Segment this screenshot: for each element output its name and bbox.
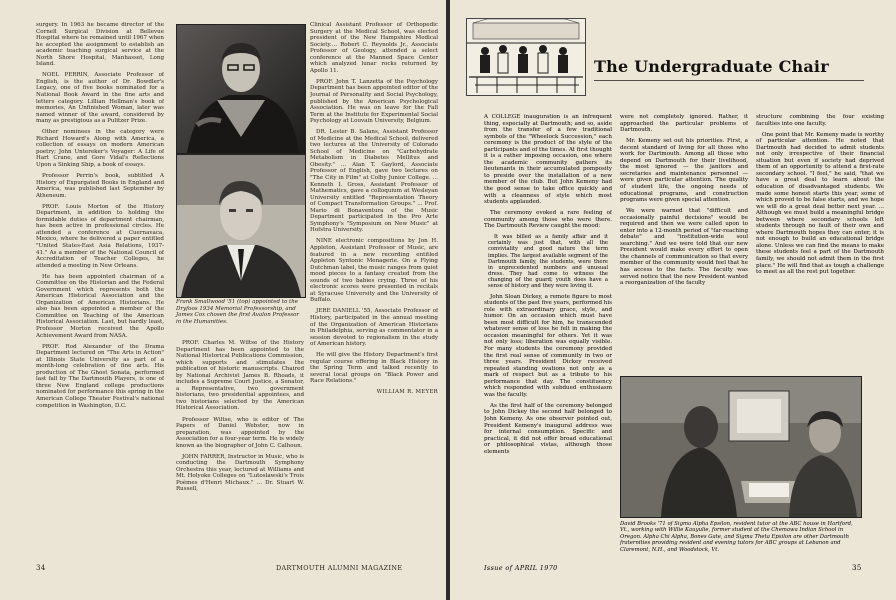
right-col2 [620,114,748,374]
right-col2-para: We were warned that "difficult and occasionally painful decisions" would be required and then we were called upon to enter into a 12-month period of "far-reaching debate" and "institution-wide soul searching." And we were told that our new President would make every effort to open the channels of communication so that every member of the community would feel that he has access to the facts. The faculty was served notice that the new President wanted a reorganization of the faculty [620,208,748,287]
left-col3-para: He will give the History Department's first regular course offering in Black History in the Spring Term and talked recently to several local groups on "Black Power and Race Relations." [310,352,438,385]
review-quote: It was billed as a family affair and it certainly was just that, with all the conviviality and good nature the term implies. The largest available segment of the Dartmouth family, the students, were there in unprecedented numbers and unusual dress. They had come to witness the changing of the guard; youth does have a sense of history and they were loving it. [488,234,608,290]
left-col2-para: PROF. Charles M. Wiltse of the History Department has been appointed to the National Historical Publications Commission, which supports and stimulates the publication of historic manuscripts. Chaired by National Archivist James B. Rhoads, it includes a Supreme Court Justice, a Senator, a Representative, two government historians, two presidential appointees, and two historians selected by the American Historical Association. [176,340,304,412]
title-rule [594,80,864,81]
left-col1 [36,22,164,562]
left-col1-para: surgery. In 1963 he became director of the Cornell Surgical Division at Bellevue Hospital where he remained until 1967 when he accepted the assignment to establish an academic teaching surgical service at the North Shore Hospital, Manhasset, Long Island. [36,22,164,68]
left-col3 [310,22,438,562]
page-number-left: 34 [36,564,46,572]
photo-frank-smallwood [176,24,306,154]
right-col1 [484,114,612,560]
right-col1-para: A COLLEGE inauguration is an infrequent thing, especially at Dartmouth; and so, aside from the transfer of a few traditional symbols of the "Wheelock Succession," each ceremony is the product of the style of the participants and of the times. At first thought it is a rather imposing occasion, one where the academic community gathers its lieutenants in their accumulated pomposity to preside over the installation of a new member of the club. But John Kemeny had the good sense to take office quickly and with a cleanness of style which most students applauded. [484,114,612,206]
right-col2-para: Mr. Kemeny set out his priorities. First, a decent standard of living for all those who work for Dartmouth. Among all those who depend on Dartmouth for their livelihood, the most ignored — the janitors and secretaries and maintenance personnel — were given particular attention. The quality of student life, the ongoing needs of educational programs, and construction programs were given special attention. [620,138,748,204]
page-number-right: 35 [852,564,862,572]
issue-date: Issue of APRIL 1970 [484,564,558,572]
left-page [0,0,446,600]
right-col1-para: The ceremony evoked a rare feeling of community among those who were there. The Dartmouth Review caught the mood: [484,210,612,230]
right-col2-para: were not completely ignored. Rather, it approached the particular problems of Dartmouth. [620,114,748,134]
magazine-name: DARTMOUTH ALUMNI MAGAZINE [276,564,403,572]
left-col1-para: PROF. Rod Alexander of the Drama Department lectured on "The Arts in Action" at Illinois State University as part of a month-long celebration of fine arts. His production of The Ghost Sonata, performed last fall by The Dartmouth Players, is one of three New England college productions nominated for performance this spring in the American College Theater Festival's national competition in Washington, D.C. [36,343,164,409]
right-col1-para: As the first half of the ceremony belonged to John Dickey the second half belonged to John Kemeny. As one observer pointed out, President Kemeny's inaugural address was for internal consumption. Specific and practical, it did not offer broad educational or philosophical vistas, although those elements [484,402,612,455]
left-col1-para: PROF. Louis Morton of the History Department, in addition to holding the formidable duties of department chairman, has been active in professional circles. He attended a conference at Cuernavaca, Mexico, where he delivered a paper entitled "United States-East Asia Relations, 1937-41." As a member of the National Council of Accreditation of Teacher Colleges, he attended a meeting in New Orleans. [36,203,164,269]
left-col1-para: Professor Perrin's book, subtitled A History of Expurgated Books in England and America, was published last September by Atheneum. [36,172,164,199]
left-col2-para: Professor Wiltse, who is editor of The Papers of Daniel Webster, now in preparation, was appointed by the Association for a four-year term. He is widely known as the biographer of John C. Calhoun. [176,416,304,449]
left-col3-para: DR. Lester B. Salans, Assistant Professor of Medicine at the Medical School, delivered two lectures at the University of Colorado School of Medicine on "Carbohydrate Metabolism in Diabetes Mellitus and Obesity." ... Alan T. Gaylord, Associate Professor of English, gave two lectures on "The City in Film" at Colby Junior College. ... Kenneth I. Gross, Assistant Professor of Mathematics, gave a colloquium at Wesleyan University entitled "Representation Theory of Compact Transformation Groups." ... Prof. Mario di Bonaventura of the Music Department participated in the Pro Arte Symphony's "Symposium on New Music" at Hofstra University. [310,129,438,234]
left-col1-para: Other nominees in the category were Richard Howard's Along with America, a collection of essays on modern American poetry; John Untereker's Voyager: A Life of Hart Crane, and Gore Vidal's Reflections Upon a Sinking Ship, a book of essays. [36,129,164,168]
photo-james-cox [176,154,306,298]
right-col3-para: structure combining the four existing faculties into one faculty. [756,114,884,127]
left-col1-para: NOEL PERRIN, Associate Professor of English, is the author of Dr. Bowdler's Legacy, one of five books nominated for a National Book Award in the fine arts and letters category. Lillian Hellman's book of memories, An Unfinished Woman, later was named winner of the award, considered by many as prestigious as a Pulitzer Prize. [36,72,164,125]
photo-tutoring [620,376,862,518]
right-col1-para: John Sloan Dickey, a remote figure to most students of the past five years, performed his role with extraordinary grace, style, and humor. On an occasion which must have been most difficult for him, he transcended whatever sense of loss he felt in making the occasion meaningful for others. Yet it was not only loss; liberation was equally visible. For many students the ceremony provided the first real sense of community in two or three years. President Dickey received repeated standing ovations not only as a mark of respect but as a tribute to his performance that day. The constituency which responded with subdued enthusiasm was the faculty. [484,293,612,398]
left-col3-para: JERE DANIELL '55, Associate Professor of History, participated in the annual meeting of the Organization of American Historians in Philadelphia, serving as commentator in a session devoted to regionalism in the study of American history. [310,308,438,348]
left-col3-para: Clinical Assistant Professor of Orthopedic Surgery at the Medical School, was elected president of the New Hampshire Medical Society.... Robert C. Reynolds Jr., Associate Professor of Geology, attended a select conference at the Manned Space Center which analyzed lunar rocks returned by Apollo 11. [310,22,438,74]
left-col3-para: NINE electronic compositions by Jon H. Appleton, Assistant Professor of Music, are featured in a new recording entitled Appleton Syntonic Menagerie. On a Flying Dutchman label, the music ranges from quiet mood pieces to a fantasy created from the sounds of two babies crying. Three of his electronic scores were presented in recitals at Syracuse University and the University of Buffalo. [310,238,438,304]
left-photo-caption: Frank Smallwood '51 (top) appointed to the Dryfoos 1934 Memorial Professorship, and James Cox chosen the first Avalon Professor in the Humanities. [176,299,300,325]
article-title: The Undergraduate Chair [594,57,829,76]
right-col3-para: One point that Mr. Kemeny made is worthy of particular attention. He noted that Dartmouth had decided to admit students not only irrespective of their financial situation but even if society had deprived them of an opportunity to attend a first-rate secondary school. "I feel," he said, "that we have a great deal to learn about the education of disadvantaged students. We made some honest starts this year, some of which proved to be false starts, and we hope we will do a great deal better next year. ... Although we must build a meaningful bridge between where secondary schools left students through no fault of their own and where Dartmouth hopes they can enter, it is not enough to build an educational bridge alone. Unless we can find the means to make these students feel a part of the Dartmouth family, we should not admit them in the first place." He will find that as tough a challenge to meet as all the rest put together. [756,131,884,276]
left-col3-para: PROF. John T. Lanzetta of the Psychology Department has been appointed editor of the Journal of Personality and Social Psychology, published by the American Psychological Association. He was on leave for the Fall Term at the Institute for Experimental Social Psychology at Louvain University, Belgium. [310,78,438,125]
left-col2-bottom [176,340,304,562]
chair-illustration [466,18,586,96]
left-col1-para: He has been appointed chairman of a Committee on the Historian and the Federal Government which represents both the American Historical Association and the Organization of American Historians. He also has been appointed a member of the Committee on Teaching of the American Historical Association. Last, but hardly least, Professor Morton received the Apollo Achievement Award from NASA. [36,273,164,339]
right-col3 [756,114,884,374]
author-signature: WILLIAM R. MEYER [376,389,438,396]
left-col2-para: JOHN FARRER, Instructor in Music, who is conducting the Dartmouth Symphony Orchestra this year, lectured at Williams and Mt. Holyoke Colleges on "Lutoslawski's Trois Poèmes d'Henri Michaux." ... Dr. Stuart W. Russell, [176,453,304,493]
right-photo-caption: David Brooks '71 of Sigma Alpha Epsilon, resident tutor at the ABC house in Hartford, Vt., working with Willie Kauyulie, former student at the Chemawa Indian School in Oregon. Alpha Chi Alpha, Bones Gate, and Sigma Theta Epsilon are other Dartmouth fraternities providing resident and evening tutors for ABC groups at Lebanon and Claremont, N.H., and Woodstock, Vt. [620,521,853,553]
